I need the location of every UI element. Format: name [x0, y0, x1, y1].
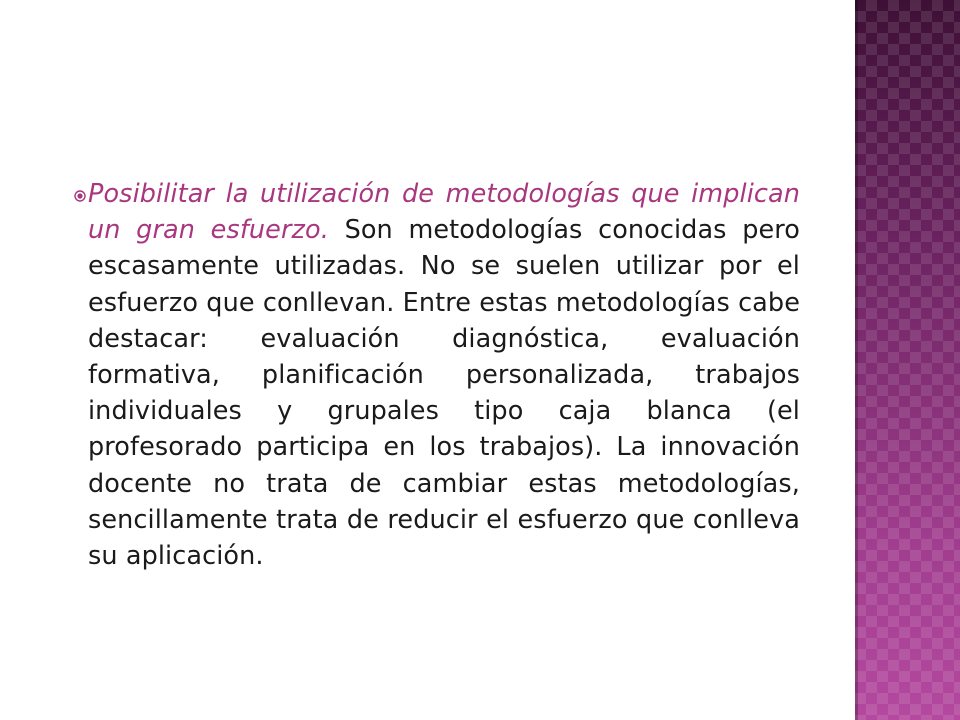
bullet-body-text: Son metodologías conocidas pero escasamente utilizadas. No se suelen utilizar por el esfuerzo que conllevan. Entre estas metodologías cabe destacar: evaluación diagnóstica, evaluación formativa, planificación personalizada, trabajos individuales y grupales tipo caja blanca (el profesorado participa en los trabajos). La innovación docente no trata de cambiar estas metodologías, sencillamente trata de reducir el esfuerzo que conlleva su aplicación.: [88, 215, 800, 572]
bullet-item: [80, 176, 800, 574]
decorative-side-band: [855, 0, 960, 720]
bullet-lead-text: Posibilitar la utilización de metodologías que implican un gran esfuerzo.: [88, 179, 800, 246]
slide-content: [80, 176, 800, 574]
bullet-paragraph: [88, 176, 800, 574]
circle-bullet-icon: [74, 190, 86, 202]
